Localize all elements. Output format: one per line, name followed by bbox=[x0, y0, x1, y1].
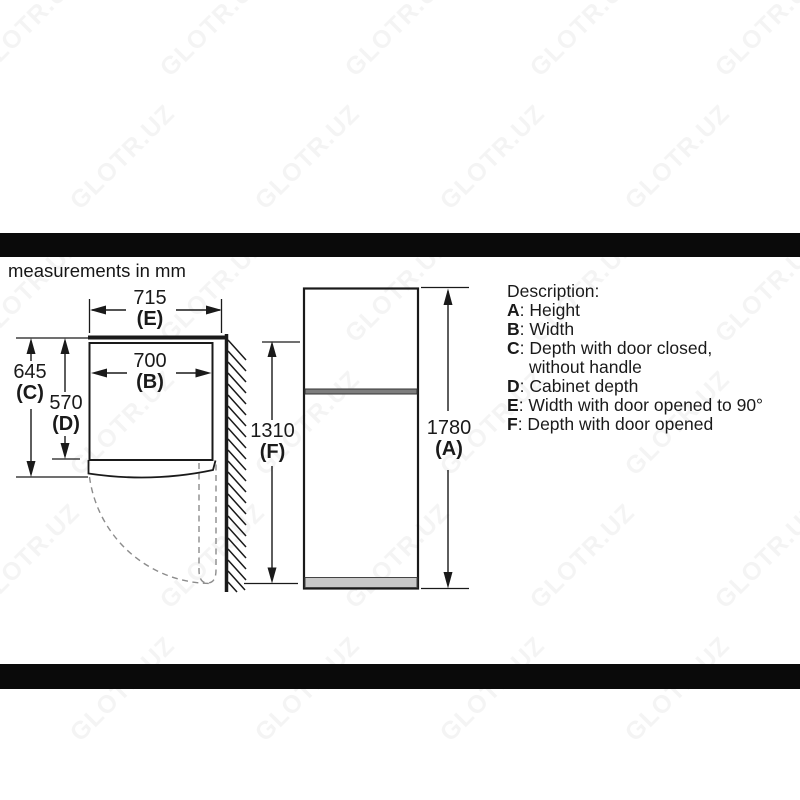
dim-letter-D: (D) bbox=[52, 413, 80, 435]
dim-value-C: 645 bbox=[13, 361, 47, 383]
watermark-text bbox=[435, 99, 552, 216]
legend-item-C: C: Depth with door closed, bbox=[507, 338, 713, 358]
watermark-text bbox=[620, 631, 737, 748]
watermark-text bbox=[155, 0, 272, 83]
legend-item-E: E: Width with door opened to 90° bbox=[507, 395, 764, 415]
door-swing-arc bbox=[90, 477, 211, 584]
watermark-text bbox=[525, 498, 642, 615]
dim-label-B bbox=[110, 351, 190, 393]
dim-label-E bbox=[110, 288, 190, 330]
legend-item-C-line2: without handle bbox=[529, 357, 642, 377]
bottom-black-bar bbox=[0, 664, 800, 689]
watermark-text bbox=[0, 0, 86, 83]
dim-value-E: 715 bbox=[133, 287, 167, 309]
measurements-note: measurements in mm bbox=[8, 260, 186, 281]
watermark-text bbox=[710, 0, 800, 83]
watermark-text bbox=[65, 631, 182, 748]
watermark-text bbox=[710, 498, 800, 615]
dim-value-F: 1310 bbox=[250, 420, 295, 442]
watermark-text bbox=[250, 631, 367, 748]
dimension-arrowheads bbox=[27, 306, 277, 584]
dim-value-B: 700 bbox=[133, 350, 167, 372]
freezer-divider bbox=[305, 389, 417, 394]
plinth-strip bbox=[305, 578, 417, 588]
fridge-outline bbox=[304, 289, 418, 589]
dim-letter-B: (B) bbox=[136, 371, 164, 393]
dim-label-A bbox=[423, 418, 475, 460]
watermark-text bbox=[435, 631, 552, 748]
legend-item-F: F: Depth with door opened bbox=[507, 414, 714, 434]
watermark-text bbox=[65, 99, 182, 216]
dim-label-D bbox=[43, 393, 89, 435]
watermark-text bbox=[620, 99, 737, 216]
door-closed-outline bbox=[89, 460, 216, 478]
dim-label-F bbox=[246, 421, 299, 463]
dim-letter-C: (C) bbox=[16, 382, 44, 404]
top-black-bar bbox=[0, 233, 800, 257]
legend bbox=[507, 282, 797, 434]
door-open-dashed-outline bbox=[199, 463, 216, 583]
watermark-text bbox=[340, 0, 457, 83]
dim-value-D: 570 bbox=[49, 392, 83, 414]
dim-letter-A: (A) bbox=[435, 438, 463, 460]
legend-title: Description: bbox=[507, 281, 600, 301]
legend-item-A: A: Height bbox=[507, 300, 580, 320]
legend-item-D: D: Cabinet depth bbox=[507, 376, 639, 396]
wall-hatching bbox=[228, 340, 246, 592]
dim-value-A: 1780 bbox=[426, 417, 472, 439]
watermark-text bbox=[525, 0, 642, 83]
legend-item-B: B: Width bbox=[507, 319, 575, 339]
watermark-text bbox=[250, 99, 367, 216]
dim-letter-E: (E) bbox=[136, 308, 164, 330]
dim-letter-F: (F) bbox=[259, 441, 286, 463]
